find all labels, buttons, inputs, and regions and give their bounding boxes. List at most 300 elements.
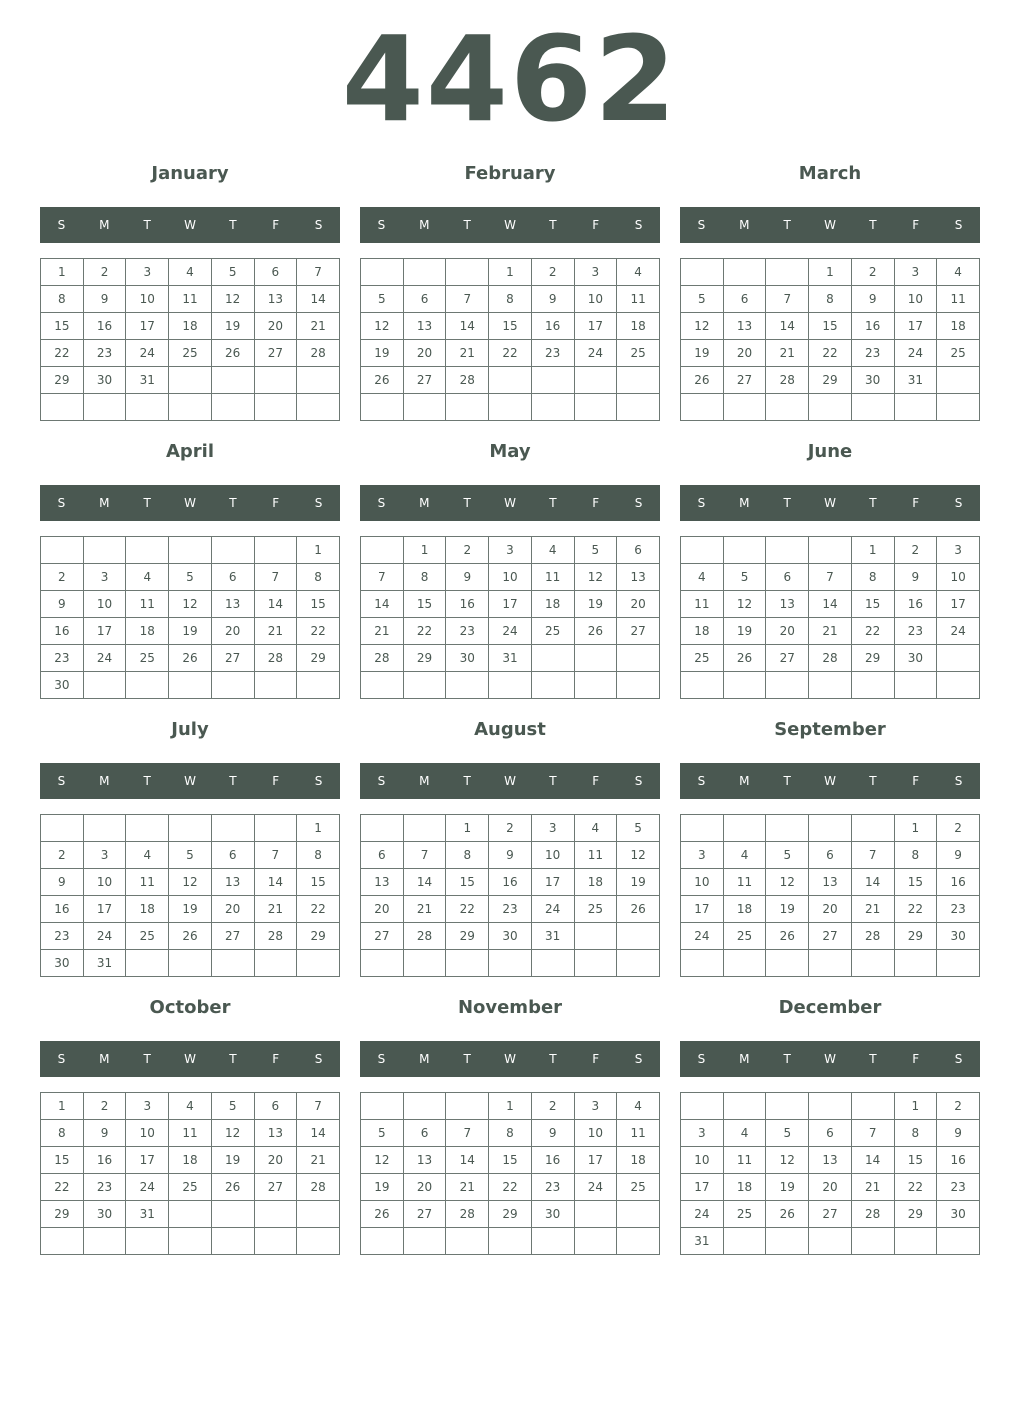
day-cell: 6 (723, 286, 766, 313)
weekday-label: T (463, 774, 471, 788)
day-cell: 16 (446, 591, 489, 618)
day-cell: 12 (169, 869, 212, 896)
weekday-label: M (419, 496, 430, 510)
day-cell: 4 (617, 1093, 660, 1120)
day-cell: 11 (169, 1120, 212, 1147)
empty-day-cell (254, 1228, 297, 1255)
week-row (41, 367, 340, 394)
weekday-label: M (99, 774, 110, 788)
week-row (361, 672, 660, 699)
week-row (361, 564, 660, 591)
weekday-label: M (739, 774, 750, 788)
week-row (41, 313, 340, 340)
day-cell: 5 (617, 815, 660, 842)
day-cell: 26 (574, 618, 617, 645)
empty-day-cell (169, 1228, 212, 1255)
weekday-label: S (314, 218, 323, 232)
day-cell: 21 (809, 618, 852, 645)
day-cell: 4 (531, 537, 574, 564)
empty-day-cell (531, 950, 574, 977)
day-cell: 31 (126, 367, 169, 394)
week-row (41, 1201, 340, 1228)
month-name: February (464, 163, 556, 184)
week-row (361, 923, 660, 950)
empty-day-cell (169, 537, 212, 564)
day-cell: 19 (681, 340, 724, 367)
day-cell: 28 (361, 645, 404, 672)
empty-day-cell (126, 950, 169, 977)
empty-day-cell (766, 1228, 809, 1255)
day-cell: 14 (297, 286, 340, 313)
day-cell: 24 (489, 618, 532, 645)
empty-day-cell (403, 1093, 446, 1120)
day-cell: 23 (531, 340, 574, 367)
day-cell: 19 (617, 869, 660, 896)
day-cell: 9 (851, 286, 894, 313)
weekday-label: S (634, 496, 643, 510)
weekday-label: F (592, 774, 600, 788)
day-cell: 17 (83, 618, 126, 645)
empty-day-cell (361, 1228, 404, 1255)
day-cell: 24 (681, 923, 724, 950)
day-cell: 1 (41, 259, 84, 286)
day-cell: 25 (169, 340, 212, 367)
day-cell: 11 (126, 869, 169, 896)
day-cell: 13 (361, 869, 404, 896)
day-cell: 14 (766, 313, 809, 340)
day-cell: 20 (403, 340, 446, 367)
empty-day-cell (574, 1228, 617, 1255)
empty-day-cell (489, 1228, 532, 1255)
day-cell: 28 (851, 923, 894, 950)
weekday-label: S (697, 774, 706, 788)
empty-day-cell (41, 394, 84, 421)
day-cell: 15 (41, 313, 84, 340)
empty-day-cell (83, 537, 126, 564)
empty-day-cell (403, 950, 446, 977)
day-cell: 17 (574, 1147, 617, 1174)
day-cell: 6 (211, 564, 254, 591)
empty-day-cell (211, 815, 254, 842)
day-cell: 2 (531, 259, 574, 286)
week-row (41, 1174, 340, 1201)
day-cell: 7 (297, 1093, 340, 1120)
empty-day-cell (361, 1093, 404, 1120)
weekday-label: S (377, 1052, 386, 1066)
day-cell: 9 (937, 842, 980, 869)
week-row (41, 1120, 340, 1147)
weekday-header (40, 485, 340, 521)
weekday-label: W (184, 774, 196, 788)
weekday-label: T (549, 1052, 557, 1066)
weekday-label: T (869, 774, 877, 788)
day-cell: 23 (41, 923, 84, 950)
empty-day-cell (211, 1201, 254, 1228)
day-cell: 4 (574, 815, 617, 842)
day-cell: 20 (361, 896, 404, 923)
day-cell: 25 (126, 645, 169, 672)
empty-day-cell (766, 672, 809, 699)
week-row (681, 1120, 980, 1147)
empty-day-cell (403, 259, 446, 286)
empty-day-cell (766, 259, 809, 286)
day-cell: 2 (531, 1093, 574, 1120)
day-cell: 29 (894, 923, 937, 950)
week-row (41, 286, 340, 313)
weekday-header (680, 207, 980, 243)
day-cell: 3 (574, 259, 617, 286)
day-cell: 10 (83, 869, 126, 896)
day-cell: 24 (574, 340, 617, 367)
day-cell: 30 (83, 1201, 126, 1228)
day-cell: 9 (531, 1120, 574, 1147)
week-row (41, 923, 340, 950)
day-cell: 9 (894, 564, 937, 591)
weekday-label: T (869, 496, 877, 510)
month-july (40, 714, 340, 992)
day-cell: 26 (723, 645, 766, 672)
day-cell: 8 (851, 564, 894, 591)
weekday-label: S (377, 774, 386, 788)
week-row (361, 537, 660, 564)
day-cell: 23 (937, 1174, 980, 1201)
empty-day-cell (809, 537, 852, 564)
month-august (360, 714, 660, 992)
empty-day-cell (211, 537, 254, 564)
month-name: December (778, 997, 882, 1018)
day-grid (40, 536, 340, 699)
empty-day-cell (681, 815, 724, 842)
day-cell: 4 (723, 1120, 766, 1147)
empty-day-cell (254, 672, 297, 699)
day-cell: 12 (211, 1120, 254, 1147)
day-cell: 6 (809, 842, 852, 869)
month-may (360, 436, 660, 714)
empty-day-cell (809, 815, 852, 842)
day-cell: 11 (937, 286, 980, 313)
day-cell: 28 (254, 923, 297, 950)
day-cell: 1 (403, 537, 446, 564)
day-cell: 19 (766, 1174, 809, 1201)
day-cell: 10 (681, 1147, 724, 1174)
day-grid (680, 536, 980, 699)
empty-day-cell (723, 537, 766, 564)
day-cell: 3 (489, 537, 532, 564)
week-row (361, 259, 660, 286)
day-cell: 5 (361, 1120, 404, 1147)
empty-day-cell (766, 537, 809, 564)
weekday-label: W (504, 1052, 516, 1066)
empty-day-cell (361, 394, 404, 421)
empty-day-cell (723, 815, 766, 842)
day-cell: 12 (766, 1147, 809, 1174)
day-cell: 7 (361, 564, 404, 591)
day-cell: 20 (809, 1174, 852, 1201)
day-cell: 2 (937, 1093, 980, 1120)
weekday-label: F (272, 1052, 280, 1066)
day-cell: 25 (617, 1174, 660, 1201)
day-cell: 14 (254, 869, 297, 896)
day-cell: 16 (531, 1147, 574, 1174)
day-cell: 1 (851, 537, 894, 564)
day-cell: 20 (211, 896, 254, 923)
month-april (40, 436, 340, 714)
weekday-header (680, 485, 980, 521)
empty-day-cell (531, 367, 574, 394)
weekday-header (360, 485, 660, 521)
month-name: April (165, 441, 215, 462)
day-cell: 30 (937, 923, 980, 950)
day-cell: 15 (894, 1147, 937, 1174)
day-grid (360, 258, 660, 421)
day-cell: 15 (851, 591, 894, 618)
day-cell: 20 (809, 896, 852, 923)
weekday-label: T (463, 496, 471, 510)
day-cell: 27 (254, 340, 297, 367)
weekday-label: W (504, 774, 516, 788)
empty-day-cell (83, 394, 126, 421)
day-cell: 18 (169, 1147, 212, 1174)
day-cell: 16 (937, 1147, 980, 1174)
empty-day-cell (531, 645, 574, 672)
day-cell: 30 (83, 367, 126, 394)
week-row (361, 950, 660, 977)
empty-day-cell (723, 1093, 766, 1120)
weekday-label: M (419, 218, 430, 232)
week-row (681, 591, 980, 618)
weekday-header (40, 1041, 340, 1077)
day-cell: 29 (489, 1201, 532, 1228)
day-cell: 12 (681, 313, 724, 340)
week-row (681, 367, 980, 394)
day-cell: 30 (851, 367, 894, 394)
day-cell: 28 (254, 645, 297, 672)
day-cell: 13 (403, 313, 446, 340)
day-cell: 18 (126, 896, 169, 923)
day-cell: 14 (851, 1147, 894, 1174)
month-june (680, 436, 980, 714)
day-cell: 22 (489, 1174, 532, 1201)
empty-day-cell (574, 672, 617, 699)
week-row (41, 672, 340, 699)
weekday-label: F (592, 1052, 600, 1066)
weekday-label: T (549, 218, 557, 232)
day-cell: 21 (851, 1174, 894, 1201)
day-cell: 5 (766, 1120, 809, 1147)
day-cell: 21 (851, 896, 894, 923)
weekday-label: S (954, 774, 963, 788)
day-cell: 12 (617, 842, 660, 869)
weekday-label: S (634, 774, 643, 788)
day-cell: 15 (297, 869, 340, 896)
day-cell: 22 (446, 896, 489, 923)
day-cell: 3 (83, 842, 126, 869)
week-row (681, 1174, 980, 1201)
weekday-label: F (912, 1052, 920, 1066)
empty-day-cell (489, 394, 532, 421)
day-cell: 1 (894, 1093, 937, 1120)
day-cell: 27 (211, 923, 254, 950)
weekday-label: T (783, 218, 791, 232)
weekday-label: S (697, 496, 706, 510)
weekday-label: M (419, 1052, 430, 1066)
week-row (41, 1093, 340, 1120)
empty-day-cell (126, 672, 169, 699)
day-cell: 18 (937, 313, 980, 340)
weekday-label: W (824, 496, 836, 510)
day-cell: 19 (169, 618, 212, 645)
day-cell: 15 (489, 313, 532, 340)
day-cell: 16 (41, 618, 84, 645)
day-cell: 8 (297, 564, 340, 591)
week-row (681, 286, 980, 313)
day-cell: 24 (681, 1201, 724, 1228)
week-row (41, 1228, 340, 1255)
day-cell: 1 (297, 537, 340, 564)
day-cell: 15 (809, 313, 852, 340)
weekday-label: T (783, 1052, 791, 1066)
weekday-label: M (99, 1052, 110, 1066)
day-cell: 22 (297, 896, 340, 923)
day-cell: 24 (574, 1174, 617, 1201)
month-name: July (171, 719, 209, 740)
day-cell: 29 (446, 923, 489, 950)
day-cell: 19 (211, 1147, 254, 1174)
day-cell: 26 (169, 645, 212, 672)
day-cell: 28 (403, 923, 446, 950)
week-row (41, 1147, 340, 1174)
weekday-label: S (954, 496, 963, 510)
day-cell: 13 (254, 1120, 297, 1147)
day-cell: 10 (489, 564, 532, 591)
weekday-label: T (463, 218, 471, 232)
day-cell: 25 (723, 923, 766, 950)
week-row (41, 564, 340, 591)
empty-day-cell (254, 1201, 297, 1228)
day-cell: 29 (894, 1201, 937, 1228)
day-cell: 27 (361, 923, 404, 950)
day-cell: 17 (681, 896, 724, 923)
day-cell: 10 (83, 591, 126, 618)
empty-day-cell (169, 1201, 212, 1228)
day-cell: 10 (937, 564, 980, 591)
empty-day-cell (617, 394, 660, 421)
day-cell: 28 (446, 367, 489, 394)
day-cell: 12 (361, 313, 404, 340)
empty-day-cell (531, 1228, 574, 1255)
empty-day-cell (851, 950, 894, 977)
month-name: September (774, 719, 886, 740)
week-row (681, 896, 980, 923)
day-cell: 4 (937, 259, 980, 286)
day-cell: 30 (41, 672, 84, 699)
weekday-label: F (272, 774, 280, 788)
day-cell: 5 (169, 842, 212, 869)
day-cell: 8 (297, 842, 340, 869)
day-cell: 6 (254, 259, 297, 286)
day-cell: 13 (809, 1147, 852, 1174)
day-cell: 19 (361, 340, 404, 367)
empty-day-cell (937, 367, 980, 394)
weekday-label: M (99, 218, 110, 232)
week-row (681, 259, 980, 286)
week-row (41, 842, 340, 869)
day-cell: 18 (681, 618, 724, 645)
day-cell: 27 (766, 645, 809, 672)
month-name: November (457, 997, 563, 1018)
week-row (361, 313, 660, 340)
day-cell: 16 (83, 313, 126, 340)
weekday-label: S (57, 1052, 66, 1066)
weekday-label: F (912, 774, 920, 788)
day-cell: 6 (766, 564, 809, 591)
day-grid (40, 814, 340, 977)
empty-day-cell (681, 394, 724, 421)
day-cell: 5 (766, 842, 809, 869)
week-row (361, 1147, 660, 1174)
month-march (680, 158, 980, 436)
weekday-label: T (463, 1052, 471, 1066)
weekday-label: T (143, 1052, 151, 1066)
day-cell: 2 (894, 537, 937, 564)
day-cell: 4 (617, 259, 660, 286)
day-cell: 2 (937, 815, 980, 842)
empty-day-cell (681, 259, 724, 286)
weekday-label: T (229, 218, 237, 232)
day-cell: 6 (254, 1093, 297, 1120)
day-cell: 21 (297, 1147, 340, 1174)
day-cell: 24 (83, 645, 126, 672)
day-cell: 28 (809, 645, 852, 672)
day-cell: 2 (41, 564, 84, 591)
day-cell: 23 (489, 896, 532, 923)
day-cell: 17 (681, 1174, 724, 1201)
day-cell: 28 (766, 367, 809, 394)
empty-day-cell (169, 394, 212, 421)
day-cell: 26 (361, 367, 404, 394)
day-cell: 5 (169, 564, 212, 591)
day-cell: 3 (531, 815, 574, 842)
day-cell: 4 (169, 259, 212, 286)
empty-day-cell (574, 923, 617, 950)
day-cell: 2 (83, 259, 126, 286)
empty-day-cell (211, 1228, 254, 1255)
weekday-label: T (549, 774, 557, 788)
weekday-label: S (314, 496, 323, 510)
day-cell: 23 (446, 618, 489, 645)
day-cell: 1 (489, 1093, 532, 1120)
day-cell: 19 (723, 618, 766, 645)
week-row (681, 923, 980, 950)
empty-day-cell (851, 1093, 894, 1120)
weekday-label: M (419, 774, 430, 788)
empty-day-cell (531, 394, 574, 421)
empty-day-cell (254, 950, 297, 977)
week-row (681, 842, 980, 869)
day-cell: 5 (211, 1093, 254, 1120)
day-cell: 22 (403, 618, 446, 645)
weekday-label: W (824, 1052, 836, 1066)
weekday-label: S (314, 774, 323, 788)
empty-day-cell (83, 1228, 126, 1255)
empty-day-cell (254, 537, 297, 564)
empty-day-cell (723, 394, 766, 421)
day-cell: 18 (617, 1147, 660, 1174)
day-cell: 1 (894, 815, 937, 842)
day-cell: 12 (723, 591, 766, 618)
month-december (680, 992, 980, 1270)
day-cell: 3 (126, 259, 169, 286)
